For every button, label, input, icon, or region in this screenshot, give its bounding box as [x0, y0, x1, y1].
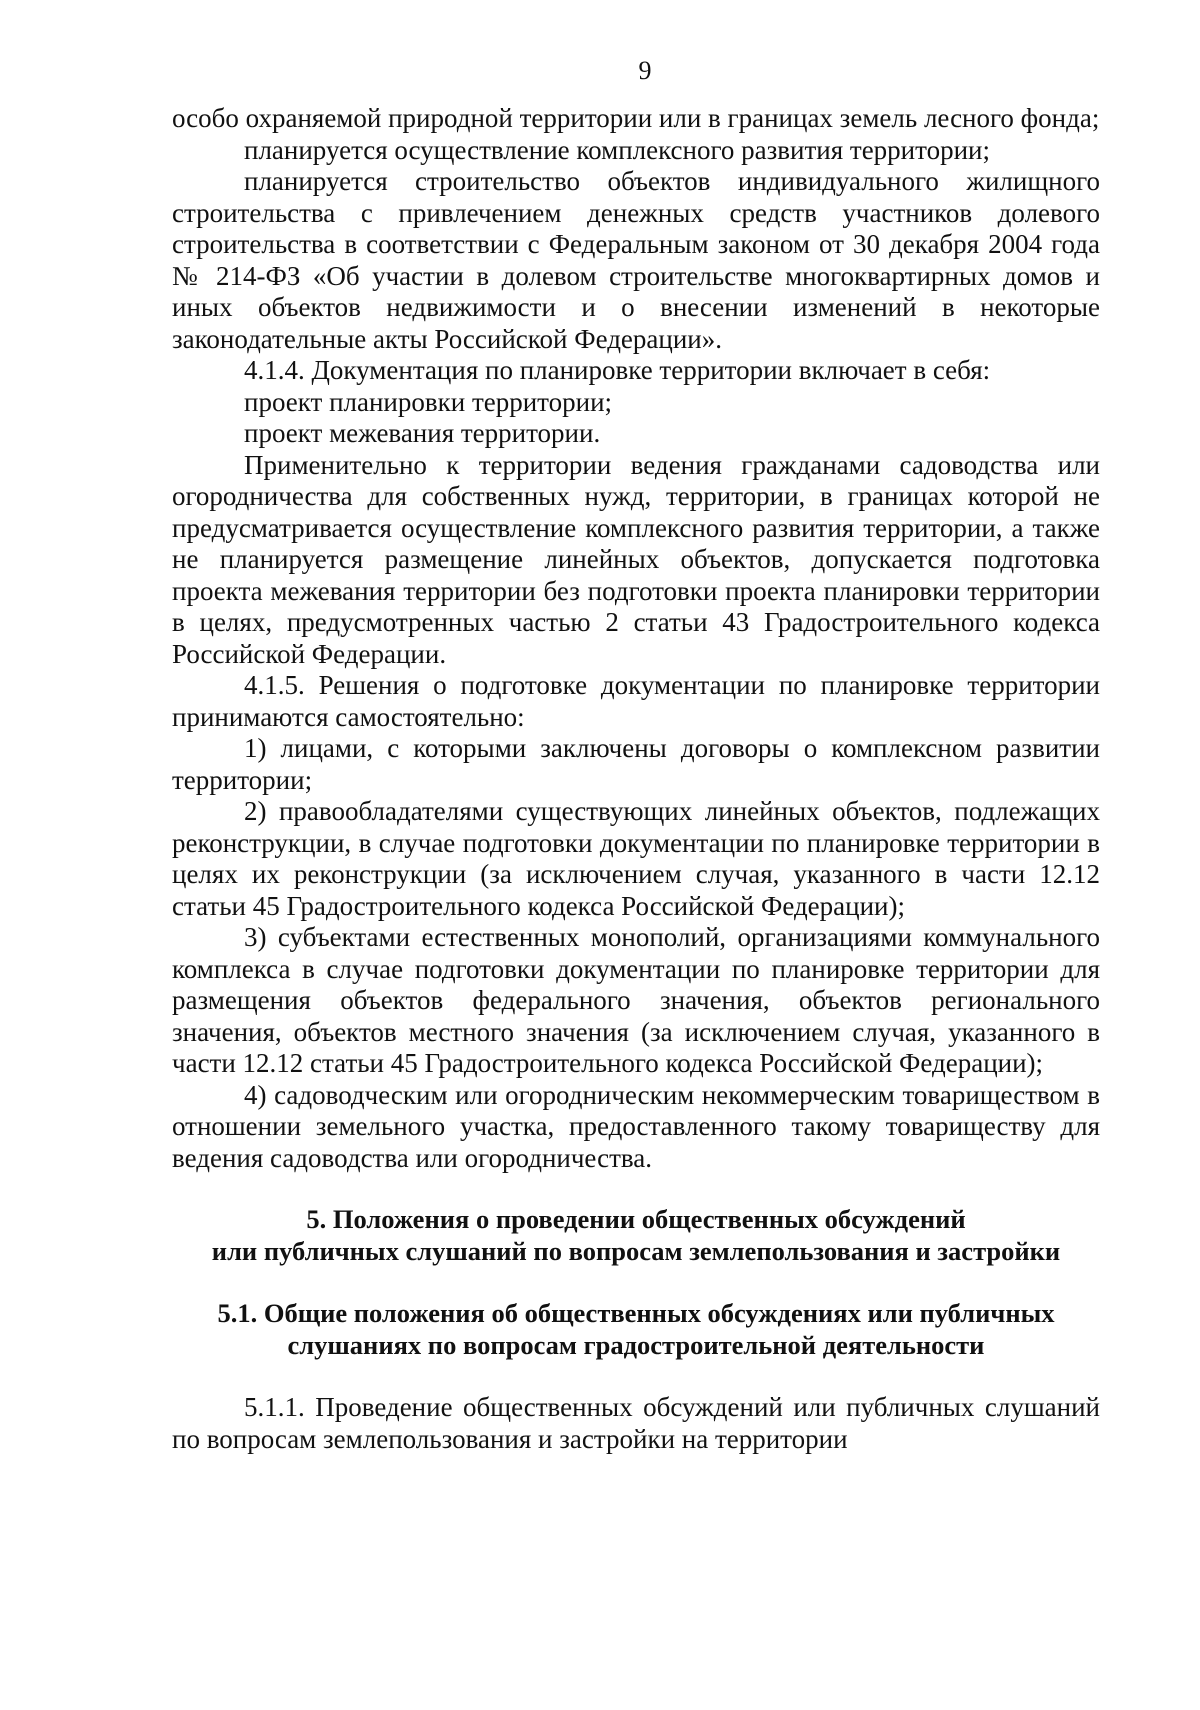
paragraph-4-1-4: 4.1.4. Документация по планировке территории включает в себя:	[244, 355, 991, 385]
section-heading-line-2: или публичных слушаний по вопросам землепользования и застройки	[211, 1235, 1061, 1266]
paragraph-survey-project: проект межевания территории.	[244, 418, 601, 448]
section-heading-line-1: 5. Положения о проведении общественных обсуждений	[306, 1204, 966, 1234]
page-number: 9	[638, 56, 652, 85]
section-heading	[172, 1204, 1100, 1267]
list-item-3: 3) субъектами естественных монополий, организациями коммунального комплекса в случае подготовки документации по планировке территории для размещения объектов федерального значения, объектов регионального значения, объектов местного значения (за исключением случая, указанного в части 12.12 статьи 45 Градостроительного кодекса Российской Федерации);	[172, 922, 1100, 1078]
paragraph-2: планируется осуществление комплексного развития территории;	[244, 134, 990, 165]
paragraph-planning-project: проект планировки территории;	[244, 386, 613, 417]
paragraph-4-1-5: 4.1.5. Решения о подготовке документации по планировке территории принимаются самостоятельно:	[172, 670, 1100, 732]
paragraph-1: особо охраняемой природной территории или в границах земель лесного фонда;	[172, 103, 1100, 133]
list-item-2: 2) правообладателями существующих линейных объектов, подлежащих реконструкции, в случае подготовки документации по планировке территории в целях их реконструкции (за исключением случая, указанного в части 12.12 статьи 45 Градостроительного кодекса Российской Федерации);	[172, 796, 1100, 921]
subsection-heading-line-1: 5.1. Общие положения об общественных обсуждениях или публичных	[217, 1298, 1055, 1328]
paragraph-5-1-1: 5.1.1. Проведение общественных обсуждений или публичных слушаний по вопросам землепользования и застройки на территории	[172, 1392, 1100, 1454]
paragraph-gardening: Применительно к территории ведения гражданами садоводства или огородничества для собственных нужд, территории, в границах которой не предусматривается осуществление комплексного развития территории, а также не планируется размещение линейных объектов, допускается подготовка проекта межевания территории без подготовки проекта планировки территории в целях, предусмотренных частью 2 статьи 43 Градостроительного кодекса Российской Федерации.	[172, 449, 1100, 669]
paragraph-3: планируется строительство объектов индивидуального жилищного строительства с привлечением денежных средств участников долевого строительства в соответствии с Федеральным законом от 30 декабря 2004 года № 214-ФЗ «Об участии в долевом строительстве многоквартирных домов и иных объектов недвижимости и о внесении изменений в некоторые законодательные акты Российской Федерации».	[172, 166, 1100, 354]
list-item-1: 1) лицами, с которыми заключены договоры о комплексном развитии территории;	[172, 733, 1100, 795]
document-page	[172, 56, 1100, 1455]
subsection-heading-line-2: слушаниях по вопросам градостроительной деятельности	[287, 1329, 985, 1360]
list-item-4: 4) садоводческим или огородническим некоммерческим товариществом в отношении земельного участка, предоставленного такому товариществу для ведения садоводства или огородничества.	[172, 1079, 1100, 1173]
subsection-heading	[172, 1298, 1100, 1361]
